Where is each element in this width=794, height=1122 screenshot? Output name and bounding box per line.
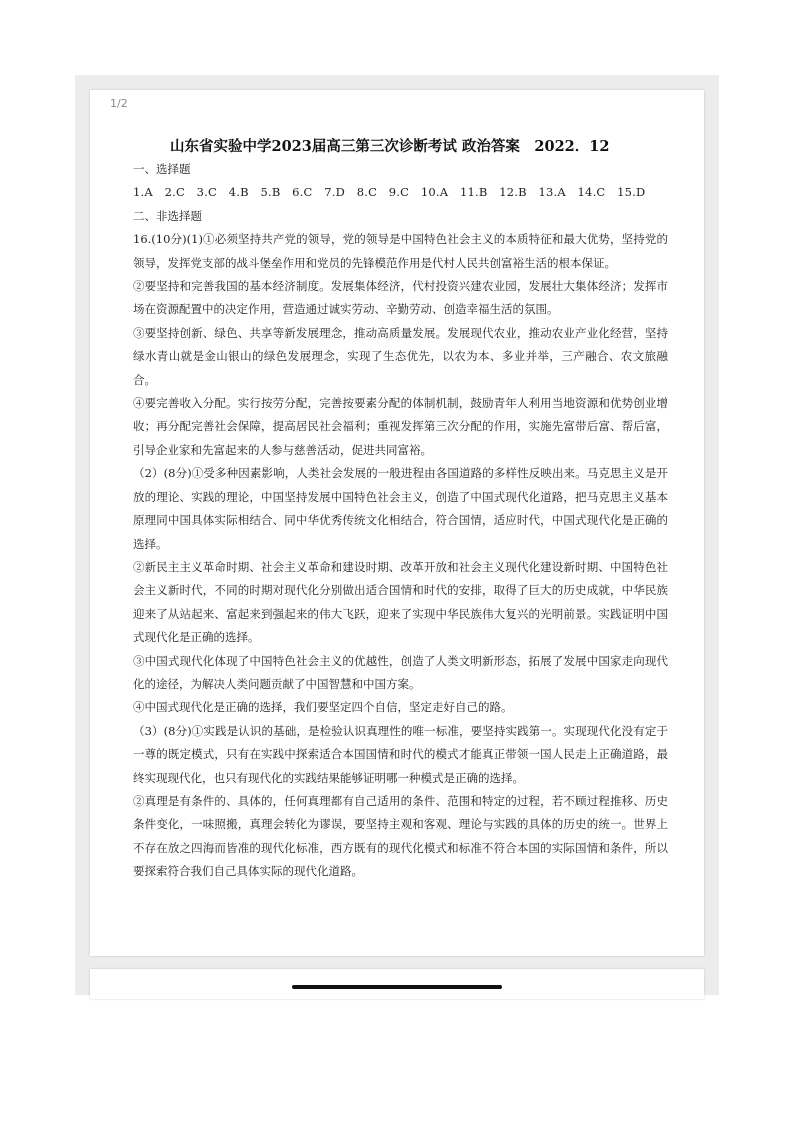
section-heading-non-choice: 二、非选择题 <box>133 208 202 223</box>
paragraph: （3）(8分)①实践是认识的基础，是检验认识真理性的唯一标准，要坚持实践第一。实现现代化没有定于一尊的既定模式，只有在实践中探索适合本国国情和时代的模式才能真正带领一国人民走上正确道路，最终实现现代化，也只有现代化的实践结果能够证明哪一种模式是正确的选择。 <box>133 723 668 785</box>
paragraph: ②真理是有条件的、具体的，任何真理都有自己适用的条件、范围和特定的过程，若不顾过程推移、历史条件变化，一味照搬，真理会转化为谬误，要坚持主观和客观、理论与实践的具体的历史的统一。世界上不存在放之四海而皆准的现代化标准，西方既有的现代化模式和标准不符合本国的实际国情和条件，所以要探索符合我们自己具体实际的现代化道路。 <box>133 793 668 879</box>
paragraph: 16.(10分)(1)①必须坚持共产党的领导，党的领导是中国特色社会主义的本质特征和最大优势，坚持党的领导，发挥党支部的战斗堡垒作用和党员的先锋模范作用是代村人民共创富裕生活的根本保证。 <box>133 232 668 270</box>
paragraph: ③中国式现代化体现了中国特色社会主义的优越性，创造了人类文明新形态，拓展了发展中国家走向现代化的途径，为解决人类问题贡献了中国智慧和中国方案。 <box>133 653 668 691</box>
paragraph: ②新民主主义革命时期、社会主义革命和建设时期、改革开放和社会主义现代化建设新时期、中国特色社会主义新时代，不同的时期对现代化分别做出适合国情和时代的安排，取得了巨大的历史成就，中华民族迎来了从站起来、富起来到强起来的伟大飞跃，迎来了实现中华民族伟大复兴的光明前景。实践证明中国式现代化是正确的选择。 <box>133 559 668 645</box>
document-title: 山东省实验中学2023届高三第三次诊断考试 政治答案 2022．12 <box>170 138 610 155</box>
paragraph: ②要坚持和完善我国的基本经济制度。发展集体经济，代村投资兴建农业园，发展壮大集体经济；发挥市场在资源配置中的决定作用，营造通过诚实劳动、辛勤劳动、创造幸福生活的氛围。 <box>133 279 668 317</box>
paragraph: ④要完善收入分配。实行按劳分配，完善按要素分配的体制机制，鼓励青年人利用当地资源和优势创业增收；再分配完善社会保障，提高居民社会福利；重视发挥第三次分配的作用，实施先富带后富、帮后富，引导企业家和先富起来的人参与慈善活动，促进共同富裕。 <box>133 396 668 457</box>
next-document-page[interactable] <box>90 969 704 999</box>
section-heading-multiple-choice: 一、选择题 <box>133 162 191 176</box>
paragraph: ③要坚持创新、绿色、共享等新发展理念，推动高质量发展。发展现代农业，推动农业产业化经营，坚持绿水青山就是金山银山的绿色发展理念，实现了生态优先，以农为本、多业并举，三产融合、农文旅融合。 <box>133 325 668 387</box>
answer-key-line: 1.A 2.C 3.C 4.B 5.B 6.C 7.D 8.C 9.C 10.A 11.B 12.B 13.A 14.C 15.D <box>133 185 646 200</box>
page-indicator: 1/2 <box>110 97 128 110</box>
document-body <box>133 158 668 884</box>
paragraph: ④中国式现代化是正确的选择，我们要坚定四个自信，坚定走好自己的路。 <box>133 700 513 715</box>
home-indicator-bar[interactable] <box>292 985 502 989</box>
paragraph: （2）(8分)①受多种因素影响，人类社会发展的一般进程由各国道路的多样性反映出来。马克思主义是开放的理论、实践的理论，中国坚持发展中国特色社会主义，创造了中国式现代化道路，把马克思主义基本原理同中国具体实际相结合、同中华优秀传统文化相结合，符合国情，适应时代，中国式现代化是正确的选择。 <box>133 466 668 551</box>
